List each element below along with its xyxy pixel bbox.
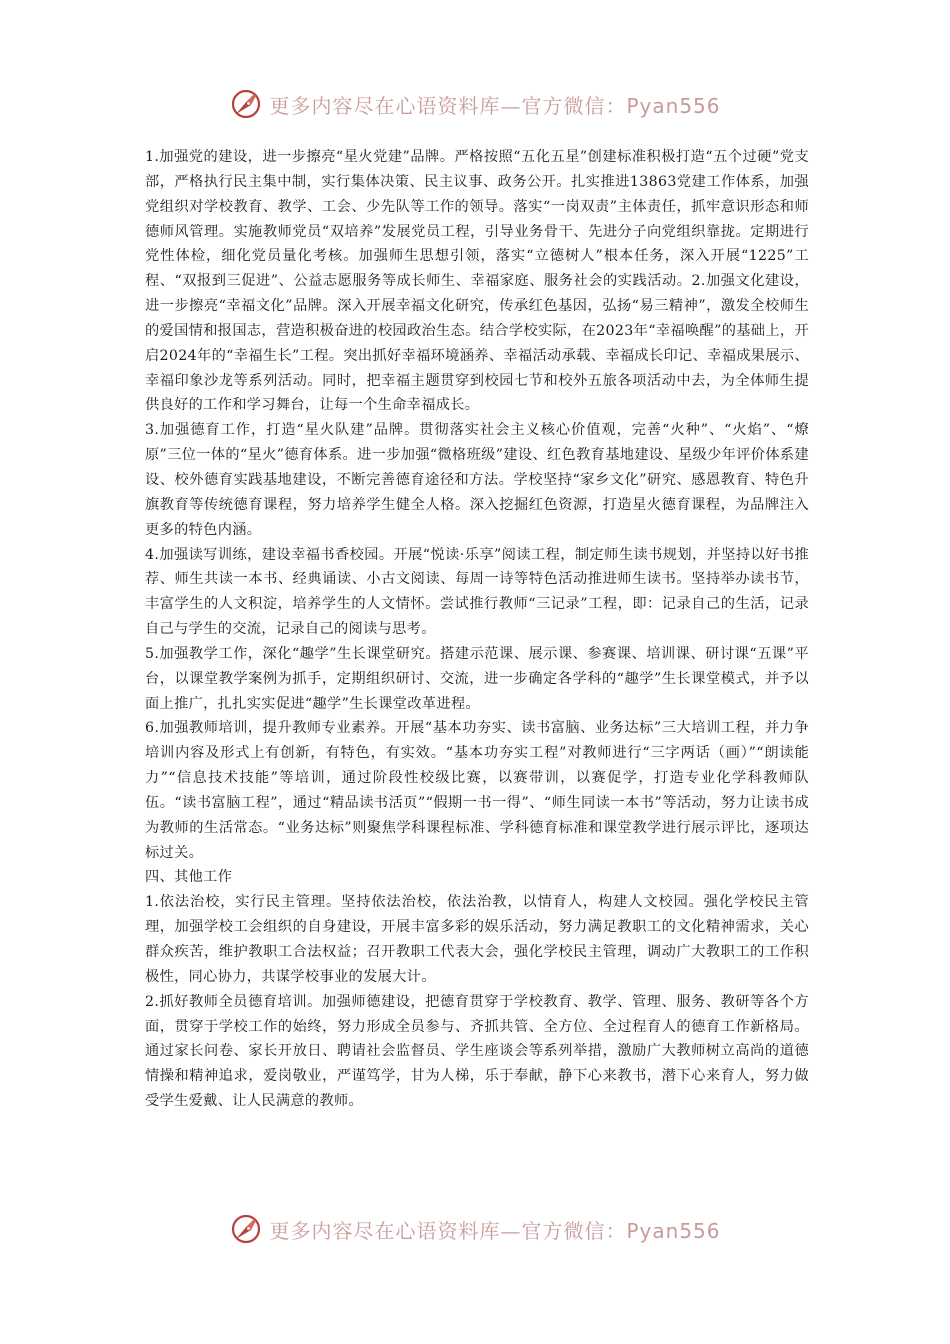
paragraph: 3.加强德育工作，打造“星火队建”品牌。贯彻落实社会主义核心价值观，完善“火种”、“火焰”、“燎原”三位一体的“星火”德育体系。进一步加强“微格班级”建设、红色教育基地建设、星级少年评价体系建设、校外德育实践基地建设，不断完善德育途径和方法。学校坚持“家乡文化”研究、感恩教育、特色升旗教育等传统德育课程，努力培养学生健全人格。深入挖掘红色资源，打造星火德育课程，为品牌注入更多的特色内涵。	[145, 422, 809, 538]
watermark-text: 更多内容尽在心语资料库—官方微信：Pyan556	[269, 93, 721, 118]
paragraph: 6.加强教师培训，提升教师专业素养。开展“基本功夯实、读书富脑、业务达标”三大培训工程，并力争培训内容及形式上有创新，有特色，有实效。“基本功夯实工程”对教师进行“三字两话（画）”“朗读能力”“信息技术技能”等培训，通过阶段性校级比赛，以赛带训，以赛促学，打造专业化学科教师队伍。“读书富脑工程”，通过“精品读书活页”“假期一书一得”、“师生同读一本书”等活动，努力让读书成为教师的生活常态。“业务达标”则聚焦学科课程标准、学科德育标准和课堂教学进行展示评比，逐项达标过关。	[145, 720, 809, 861]
paragraph: 1.依法治校，实行民主管理。坚持依法治校，依法治教，以情育人，构建人文校园。强化学校民主管理，加强学校工会组织的自身建设，开展丰富多彩的娱乐活动，努力满足教职工的文化精神需求，关心群众疾苦，维护教职工合法权益；召开教职工代表大会，强化学校民主管理，调动广大教职工的工作积极性，同心协力，共谋学校事业的发展大计。	[145, 894, 809, 985]
footer-watermark	[0, 1209, 950, 1249]
pen-nib-logo-icon	[229, 1212, 263, 1246]
paragraph: 2.抓好教师全员德育培训。加强师德建设，把德育贯穿于学校教育、教学、管理、服务、教研等各个方面，贯穿于学校工作的始终，努力形成全员参与、齐抓共管、全方位、全过程育人的德育工作新格局。通过家长问卷、家长开放日、聘请社会监督员、学生座谈会等系列举措，激励广大教师树立高尚的道德情操和精神追求，爱岗敬业，严谨笃学，甘为人梯，乐于奉献，静下心来教书，潜下心来育人，努力做受学生爱戴、让人民满意的教师。	[145, 993, 809, 1110]
paragraph: 5.加强教学工作，深化“趣学”生长课堂研究。搭建示范课、展示课、参赛课、培训课、研讨课“五课”平台，以课堂教学案例为抓手，定期组织研讨、交流，进一步确定各学科的“趣学”生长课堂模式，并予以面上推广，扎扎实实促进“趣学”生长课堂改革进程。	[145, 645, 809, 712]
paragraph: 1.加强党的建设，进一步擦亮“星火党建”品牌。严格按照“五化五星”创建标准积极打造“五个过硬”党支部，严格执行民主集中制，实行集体决策、民主议事、政务公开。扎实推进13863党建工作体系，加强党组织对学校教育、教学、工会、少先队等工作的领导。落实“一岗双责”主体责任，抓牢意识形态和师德师风管理。实施教师党员“双培养”发展党员工程，引导业务骨干、先进分子向党组织靠拢。定期进行党性体检，细化党员量化考核。加强师生思想引领，落实“立德树人”根本任务，深入开展“1225”工程、“双报到三促进”、公益志愿服务等成长师生、幸福家庭、服务社会的实践活动。2.加强文化建设，进一步擦亮“幸福文化”品牌。深入开展幸福文化研究，传承红色基因，弘扬“易三精神”，激发全校师生的爱国情和报国志，营造积极奋进的校园政治生态。结合学校实际，在2023年“幸福唤醒”的基础上，开启2024年的“幸福生长”工程。突出抓好幸福环境涵养、幸福活动承载、幸福成长印记、幸福成果展示、幸福印象沙龙等系列活动。同时，把幸福主题贯穿到校园七节和校外五旅各项活动中去，为全体师生提供良好的工作和学习舞台，让每一个生命幸福成长。	[145, 149, 809, 414]
pen-nib-logo-icon	[229, 87, 263, 121]
wechat-id: Pyan556	[626, 93, 721, 118]
wechat-id: Pyan556	[626, 1218, 721, 1243]
section-heading: 四、其他工作	[145, 869, 233, 886]
watermark-text: 更多内容尽在心语资料库—官方微信：Pyan556	[269, 1218, 721, 1243]
header-watermark	[0, 84, 950, 124]
paragraph: 4.加强读写训练，建设幸福书香校园。开展“悦读·乐享”阅读工程，制定师生读书规划，并坚持以好书推荐、师生共读一本书、经典诵读、小古文阅读、每周一诗等特色活动推进师生读书。坚持举办读书节，丰富学生的人文积淀，培养学生的人文情怀。尝试推行教师“三记录”工程，即：记录自己的生活，记录自己与学生的交流，记录自己的阅读与思考。	[145, 546, 809, 638]
document-body	[145, 145, 809, 1114]
